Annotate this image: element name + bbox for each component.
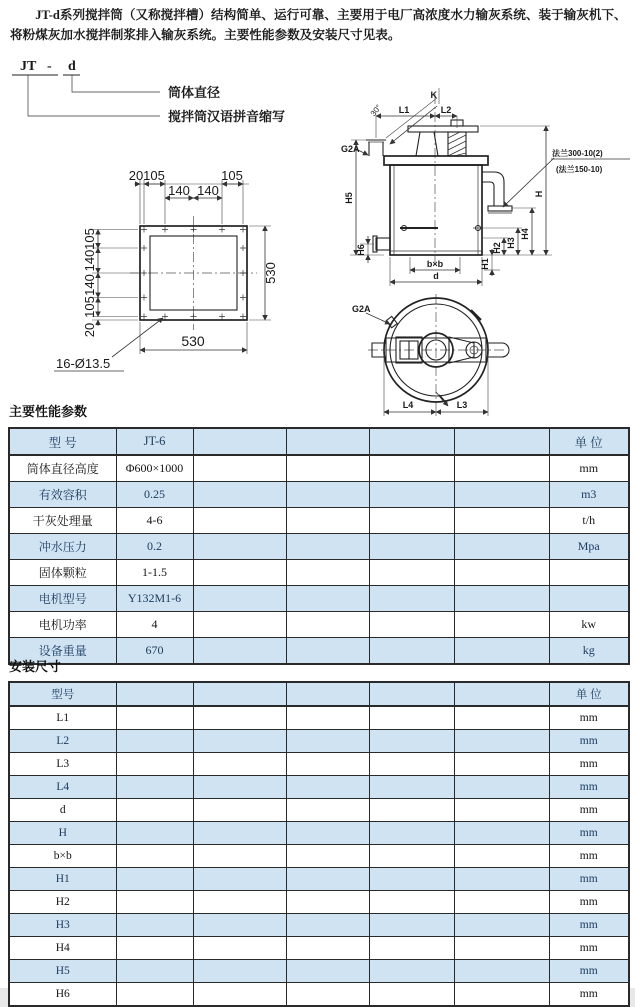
empty-cell [116, 822, 193, 845]
param-cell: L4 [9, 776, 116, 799]
empty-cell [193, 822, 286, 845]
empty-cell [193, 891, 286, 914]
empty-cell [286, 508, 369, 534]
table-row [9, 822, 629, 845]
flange-outline [130, 216, 257, 330]
empty-cell [116, 753, 193, 776]
empty-cell [369, 706, 454, 730]
installation-table [8, 681, 630, 1007]
empty-cell [369, 730, 454, 753]
param-cell: L1 [9, 706, 116, 730]
performance-table [8, 427, 630, 665]
unit-cell: mm [549, 706, 629, 730]
empty-cell [193, 612, 286, 638]
empty-cell [116, 845, 193, 868]
label-k: K [430, 90, 437, 100]
label-h4: H4 [520, 228, 530, 240]
label-h5: H5 [344, 192, 354, 204]
empty-cell [454, 891, 549, 914]
empty-cell [286, 638, 369, 665]
side-view-dimensions [350, 88, 630, 286]
empty-cell [193, 983, 286, 1007]
param-cell: 型号 [9, 682, 116, 706]
empty-cell [193, 914, 286, 937]
dim-530-right: 530 [263, 262, 278, 284]
empty-cell [116, 706, 193, 730]
empty-cell [116, 799, 193, 822]
empty-cell [369, 776, 454, 799]
table-row [9, 891, 629, 914]
pinyin-label: 搅拌筒汉语拼音缩写 [168, 109, 286, 124]
unit-cell: t/h [549, 508, 629, 534]
unit-cell: mm [549, 983, 629, 1007]
empty-cell [116, 937, 193, 960]
value-cell: 4-6 [116, 508, 193, 534]
param-cell: L2 [9, 730, 116, 753]
label-l3: L3 [456, 400, 468, 410]
empty-cell [369, 560, 454, 586]
label-h6: H6 [356, 244, 366, 256]
param-cell: H [9, 822, 116, 845]
table-row [9, 508, 629, 534]
empty-cell [454, 730, 549, 753]
label-l4: L4 [402, 400, 414, 410]
empty-cell [454, 534, 549, 560]
empty-cell [193, 428, 286, 455]
empty-cell [286, 455, 369, 482]
label-h: H [534, 190, 544, 198]
empty-cell [286, 428, 369, 455]
param-cell: 电机型号 [9, 586, 116, 612]
empty-cell [454, 706, 549, 730]
label-angle-30: 30° [368, 102, 384, 119]
unit-cell: mm [549, 730, 629, 753]
empty-cell [454, 612, 549, 638]
empty-cell [454, 753, 549, 776]
empty-cell [286, 586, 369, 612]
param-cell: H6 [9, 983, 116, 1007]
designation-connector-lines [12, 75, 160, 116]
empty-cell [369, 822, 454, 845]
empty-cell [369, 914, 454, 937]
dim-105-left-b: 105 [82, 296, 97, 318]
side-view [366, 94, 512, 262]
dim-530-bottom: 530 [181, 333, 205, 349]
empty-cell [369, 586, 454, 612]
empty-cell [454, 868, 549, 891]
empty-cell [454, 799, 549, 822]
param-cell: H5 [9, 960, 116, 983]
empty-cell [193, 560, 286, 586]
param-cell: 干灰处理量 [9, 508, 116, 534]
table-row [9, 682, 629, 706]
empty-cell [369, 799, 454, 822]
unit-cell: mm [549, 891, 629, 914]
param-cell: 冲水压力 [9, 534, 116, 560]
table-row [9, 799, 629, 822]
empty-cell [454, 455, 549, 482]
unit-cell: 单 位 [549, 428, 629, 455]
model-designation-diagram [10, 54, 360, 138]
label-h2: H2 [492, 242, 502, 254]
value-cell: 670 [116, 638, 193, 665]
table-row [9, 914, 629, 937]
param-cell: 固体颗粒 [9, 560, 116, 586]
param-cell: L3 [9, 753, 116, 776]
empty-cell [193, 776, 286, 799]
empty-cell [369, 891, 454, 914]
value-cell: 4 [116, 612, 193, 638]
value-cell: 1-1.5 [116, 560, 193, 586]
table-row [9, 638, 629, 665]
label-g2a-top: G2A [352, 304, 371, 314]
empty-cell [116, 776, 193, 799]
param-cell: H1 [9, 868, 116, 891]
dim-105-left-a: 105 [82, 228, 97, 250]
unit-cell: mm [549, 799, 629, 822]
empty-cell [286, 799, 369, 822]
param-cell: b×b [9, 845, 116, 868]
model-code-dash: - [47, 59, 52, 74]
empty-cell [286, 706, 369, 730]
unit-cell [549, 560, 629, 586]
unit-cell: mm [549, 868, 629, 891]
value-cell: Φ600×1000 [116, 455, 193, 482]
empty-cell [193, 730, 286, 753]
empty-cell [454, 482, 549, 508]
param-cell: H3 [9, 914, 116, 937]
intro-paragraph: JT-d系列搅拌筒（又称搅拌槽）结构简单、运行可靠、主要用于电厂高浓度水力输灰系统、装于输灰机下、将粉煤灰加水搅拌制浆排入输灰系统。主要性能参数及安装尺寸见表。 [10, 8, 627, 42]
empty-cell [116, 868, 193, 891]
empty-cell [286, 612, 369, 638]
flange-note-line2: (法兰150-10) [556, 165, 603, 174]
table-row [9, 706, 629, 730]
unit-cell: mm [549, 960, 629, 983]
section-title-installation: 安装尺寸 [9, 659, 62, 674]
param-cell: 筒体直径高度 [9, 455, 116, 482]
unit-cell: m3 [549, 482, 629, 508]
empty-cell [193, 508, 286, 534]
unit-cell: mm [549, 753, 629, 776]
table-row [9, 534, 629, 560]
table-row [9, 983, 629, 1007]
table-row [9, 560, 629, 586]
table-row [9, 428, 629, 455]
table-row [9, 612, 629, 638]
empty-cell [193, 586, 286, 612]
empty-cell [193, 682, 286, 706]
empty-cell [454, 960, 549, 983]
empty-cell [369, 682, 454, 706]
section-title-performance: 主要性能参数 [9, 404, 88, 419]
empty-cell [116, 891, 193, 914]
diameter-label: 筒体直径 [168, 85, 221, 100]
empty-cell [193, 799, 286, 822]
empty-cell [454, 428, 549, 455]
empty-cell [454, 822, 549, 845]
empty-cell [286, 960, 369, 983]
empty-cell [286, 937, 369, 960]
empty-cell [193, 937, 286, 960]
empty-cell [369, 455, 454, 482]
param-cell: H2 [9, 891, 116, 914]
table-row [9, 776, 629, 799]
table-row [9, 937, 629, 960]
label-g2a-side: G2A [341, 144, 360, 154]
unit-cell: kw [549, 612, 629, 638]
empty-cell [116, 682, 193, 706]
empty-cell [286, 868, 369, 891]
empty-cell [454, 845, 549, 868]
empty-cell [286, 682, 369, 706]
label-l1: L1 [398, 105, 410, 115]
empty-cell [193, 455, 286, 482]
empty-cell [286, 983, 369, 1007]
label-h1: H1 [480, 258, 490, 270]
dim-140-top-a: 140 [168, 183, 190, 198]
empty-cell [286, 730, 369, 753]
table-row [9, 960, 629, 983]
empty-cell [193, 845, 286, 868]
dim-140-top-b: 140 [197, 183, 219, 198]
empty-cell [369, 482, 454, 508]
unit-cell: mm [549, 914, 629, 937]
unit-cell: mm [549, 937, 629, 960]
empty-cell [116, 914, 193, 937]
label-h3: H3 [506, 237, 516, 249]
empty-cell [193, 482, 286, 508]
value-cell: JT-6 [116, 428, 193, 455]
empty-cell [454, 560, 549, 586]
label-d: d [433, 271, 439, 281]
unit-cell [549, 586, 629, 612]
empty-cell [454, 638, 549, 665]
flange-note-line1: 法兰300-10(2) [552, 149, 603, 158]
empty-cell [454, 983, 549, 1007]
model-code-prefix: JT [20, 59, 37, 74]
empty-cell [193, 753, 286, 776]
value-cell: 0.25 [116, 482, 193, 508]
empty-cell [193, 868, 286, 891]
unit-cell: Mpa [549, 534, 629, 560]
flange-plate-drawing [50, 158, 320, 390]
empty-cell [369, 753, 454, 776]
empty-cell [286, 822, 369, 845]
empty-cell [193, 534, 286, 560]
empty-cell [369, 960, 454, 983]
empty-cell [286, 482, 369, 508]
empty-cell [454, 682, 549, 706]
model-code-suffix: d [68, 59, 76, 74]
table-row [9, 482, 629, 508]
unit-cell: mm [549, 776, 629, 799]
empty-cell [454, 914, 549, 937]
empty-cell [369, 937, 454, 960]
empty-cell [369, 983, 454, 1007]
table-row [9, 868, 629, 891]
dim-140-left-a: 140 [82, 249, 97, 272]
empty-cell [193, 638, 286, 665]
value-cell: 0.2 [116, 534, 193, 560]
empty-cell [286, 534, 369, 560]
dim-20-top: 20 [128, 168, 144, 183]
param-cell: d [9, 799, 116, 822]
table-row [9, 730, 629, 753]
holes-callout: 16-Ø13.5 [56, 356, 111, 371]
empty-cell [116, 730, 193, 753]
empty-cell [454, 586, 549, 612]
unit-cell: kg [549, 638, 629, 665]
table-row [9, 753, 629, 776]
unit-cell: 单 位 [549, 682, 629, 706]
empty-cell [286, 776, 369, 799]
empty-cell [454, 937, 549, 960]
dim-140-left-b: 140 [82, 274, 97, 296]
table-row [9, 455, 629, 482]
table-row [9, 845, 629, 868]
label-bxb: b×b [426, 259, 444, 269]
mixer-views-drawing [340, 86, 635, 420]
empty-cell [369, 845, 454, 868]
empty-cell [286, 753, 369, 776]
param-cell: H4 [9, 937, 116, 960]
unit-cell: mm [549, 455, 629, 482]
empty-cell [286, 891, 369, 914]
empty-cell [369, 612, 454, 638]
empty-cell [454, 776, 549, 799]
empty-cell [193, 960, 286, 983]
empty-cell [116, 983, 193, 1007]
dim-105-top-left: 105 [143, 168, 165, 183]
param-cell: 电机功率 [9, 612, 116, 638]
empty-cell [369, 534, 454, 560]
empty-cell [454, 508, 549, 534]
unit-cell: mm [549, 822, 629, 845]
dim-105-top-right: 105 [221, 168, 243, 183]
empty-cell [286, 845, 369, 868]
empty-cell [369, 508, 454, 534]
empty-cell [286, 914, 369, 937]
empty-cell [193, 706, 286, 730]
dim-20-left: 20 [82, 322, 97, 338]
table-row [9, 586, 629, 612]
param-cell: 型 号 [9, 428, 116, 455]
param-cell: 设备重量 [9, 638, 116, 665]
empty-cell [286, 560, 369, 586]
empty-cell [369, 868, 454, 891]
value-cell: Y132M1-6 [116, 586, 193, 612]
empty-cell [116, 960, 193, 983]
label-l2: L2 [440, 105, 452, 115]
empty-cell [369, 638, 454, 665]
unit-cell: mm [549, 845, 629, 868]
param-cell: 有效容积 [9, 482, 116, 508]
empty-cell [369, 428, 454, 455]
